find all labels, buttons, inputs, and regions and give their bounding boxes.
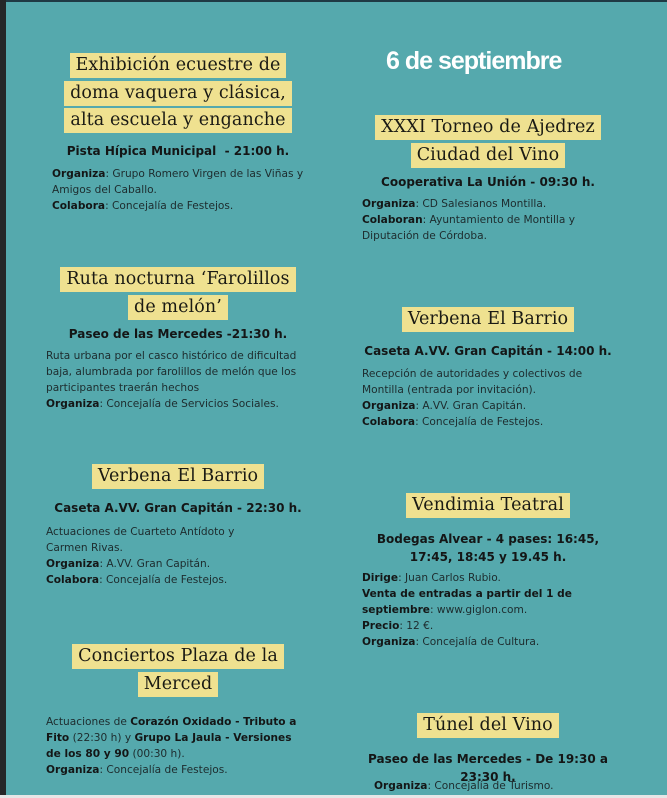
detail-label: Colaboran xyxy=(362,214,423,226)
event-location-time: Paseo de las Mercedes -21:30 h. xyxy=(68,327,288,341)
event-title-line: Ruta nocturna ‘Farolillos xyxy=(60,267,295,292)
detail-label: Venta de entradas a partir del 1 de septiembre xyxy=(362,587,572,616)
event-tunel-del-vino xyxy=(356,712,620,794)
detail-text: : 12 €. xyxy=(399,619,434,632)
event-details xyxy=(356,570,597,650)
band-name: Corazón Oxidado - Tributo a Fito xyxy=(46,716,297,744)
detail-text: : Concejalía de Festejos. xyxy=(99,573,228,586)
event-details xyxy=(46,714,298,778)
event-details xyxy=(46,524,266,588)
detail-label: Organiza xyxy=(46,557,100,570)
event-location-time: Paseo de las Mercedes - De 19:30 a 23:30 h. xyxy=(368,751,608,784)
event-title-line: Túnel del Vino xyxy=(417,713,559,738)
detail-label: Organiza xyxy=(362,198,416,210)
event-conciertos-plaza-merced xyxy=(46,643,310,778)
event-details xyxy=(46,348,310,412)
event-title-line: Exhibición ecuestre de xyxy=(70,53,287,78)
event-title xyxy=(356,306,620,334)
detail-text: : Juan Carlos Rubio. xyxy=(398,571,501,584)
detail-text: : A.VV. Gran Capitán. xyxy=(99,557,211,570)
detail-text: : Grupo Romero Virgen de las Viñas y Amigos del Caballo. xyxy=(52,167,304,196)
event-details xyxy=(46,166,310,214)
description-text: Actuaciones de xyxy=(46,716,131,728)
event-title-line: doma vaquera y clásica, xyxy=(64,81,292,106)
event-title-line: Conciertos Plaza de la xyxy=(72,644,284,669)
description-text: (22:30 h) y xyxy=(69,732,135,744)
event-location-time: Bodegas Alvear - 4 pases: 16:45, 17:45, 18:45 y 19.45 h. xyxy=(376,531,600,564)
detail-text: : www.giglon.com. xyxy=(430,603,528,616)
event-location-time: Pista Hípica Municipal - 21:00 h. xyxy=(66,143,290,158)
event-location-time: Caseta A.VV. Gran Capitán - 22:30 h. xyxy=(54,500,302,515)
detail-text: : Concejalía de Festejos. xyxy=(415,415,544,428)
event-title-line: Verbena El Barrio xyxy=(92,464,264,489)
detail-label: Organiza xyxy=(46,764,100,776)
event-title xyxy=(46,52,310,135)
detail-label: Precio xyxy=(362,619,400,632)
detail-label: Organiza xyxy=(374,779,428,792)
event-title-line: XXXI Torneo de Ajedrez xyxy=(375,115,601,140)
event-exhibicion-ecuestre xyxy=(46,52,310,214)
detail-text: : Concejalía de Turismo. xyxy=(427,779,554,792)
date-heading: 6 de septiembre xyxy=(386,47,562,75)
event-verbena-el-barrio-day xyxy=(356,306,620,430)
event-title-line: de melón’ xyxy=(128,295,228,320)
event-location-time: Cooperativa La Unión - 09:30 h. xyxy=(381,175,595,189)
detail-label: Organiza xyxy=(52,167,106,180)
event-details xyxy=(356,778,620,794)
event-vendimia-teatral xyxy=(356,492,620,650)
event-verbena-el-barrio-night xyxy=(46,463,310,588)
event-title xyxy=(356,492,620,520)
event-title xyxy=(46,643,310,698)
event-description: Actuaciones de Cuarteto Antídoto y Carmen Rivas. xyxy=(46,525,235,554)
detail-label: Organiza xyxy=(362,635,416,648)
event-description: Ruta urbana por el casco histórico de dificultad baja, alumbrada por farolillos de melón que los participantes traerán hechos xyxy=(46,350,297,394)
detail-label: Dirige xyxy=(362,571,399,584)
event-title-line: Merced xyxy=(138,672,219,697)
event-location-time: Caseta A.VV. Gran Capitán - 14:00 h. xyxy=(364,343,612,358)
detail-label: Organiza xyxy=(46,398,100,410)
page-top-border xyxy=(0,0,667,2)
detail-text: : Concejalía de Cultura. xyxy=(415,635,540,648)
event-details xyxy=(356,366,620,430)
event-details xyxy=(356,196,620,244)
detail-label: Colabora xyxy=(52,199,106,212)
event-title xyxy=(356,712,620,740)
event-title-line: Ciudad del Vino xyxy=(411,143,566,168)
event-title-line: Vendimia Teatral xyxy=(406,493,570,518)
event-ruta-nocturna xyxy=(46,266,310,412)
event-title xyxy=(46,266,310,321)
event-title-line: alta escuela y enganche xyxy=(64,108,291,133)
event-title-line: Verbena El Barrio xyxy=(402,307,574,332)
detail-text: : Concejalía de Festejos. xyxy=(99,764,228,776)
detail-text: : Concejalía de Servicios Sociales. xyxy=(99,398,279,410)
detail-label: Colabora xyxy=(362,415,416,428)
event-title xyxy=(356,114,620,169)
detail-label: Colabora xyxy=(46,573,100,586)
description-text: (00:30 h). xyxy=(129,748,185,760)
detail-text: : Concejalía de Festejos. xyxy=(105,199,234,212)
event-title xyxy=(46,463,310,491)
page-left-border xyxy=(0,0,6,798)
detail-text: : A.VV. Gran Capitán. xyxy=(415,399,527,412)
event-description: Recepción de autoridades y colectivos de Montilla (entrada por invitación). xyxy=(362,367,583,396)
detail-label: Organiza xyxy=(362,399,416,412)
detail-text: : Ayuntamiento de Montilla y Diputación de Córdoba. xyxy=(362,214,575,242)
event-torneo-ajedrez xyxy=(356,114,620,244)
detail-text: : CD Salesianos Montilla. xyxy=(415,198,547,210)
band-name: Grupo La Jaula - Versiones de los 80 y 90 xyxy=(46,732,292,760)
